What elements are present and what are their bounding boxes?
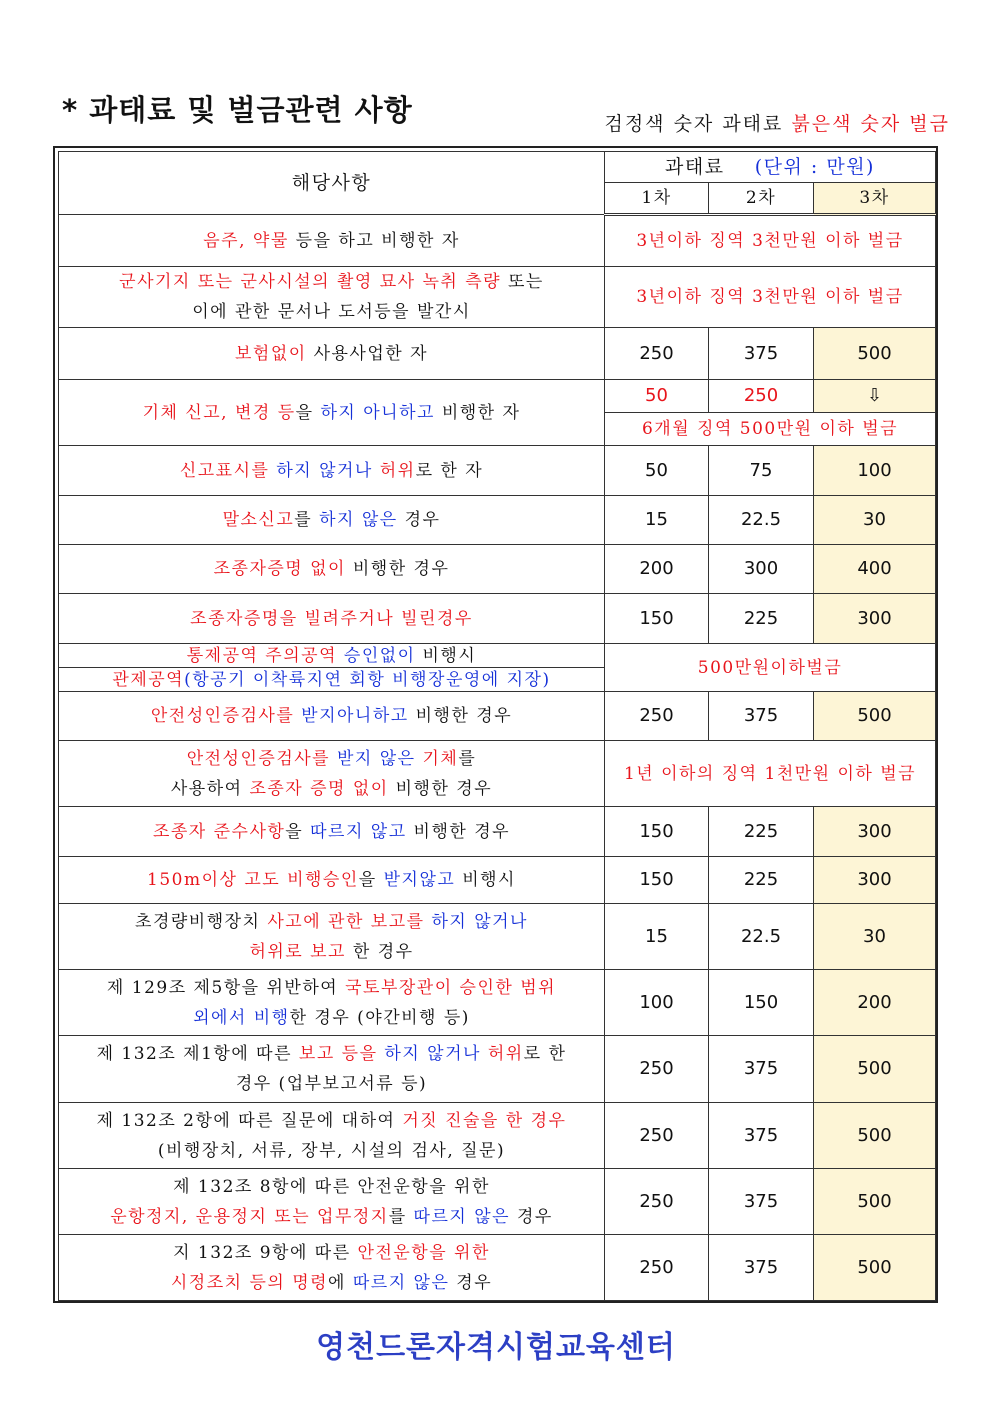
table-row	[59, 380, 936, 413]
fine-stage-3: 30	[814, 496, 936, 545]
fine-stage-1: 250	[605, 1235, 709, 1301]
row-penalty: 3년이하 징역 3천만원 이하 벌금	[605, 215, 936, 267]
desc-part: 조종자증명 없이	[213, 559, 346, 579]
desc-part: 비행한 경우	[388, 778, 493, 799]
header-item: 해당사항	[59, 152, 605, 215]
desc-part: 한 경우 (야간비행 등)	[289, 1007, 470, 1028]
desc-part: 비행한 자	[434, 402, 521, 423]
fine-stage-2: 225	[709, 594, 814, 644]
desc-part: 비행한 경우	[408, 706, 513, 726]
fine-stage-1: 50	[605, 446, 709, 496]
header-stage-2: 2차	[709, 183, 814, 215]
table-row	[59, 692, 936, 741]
table-row	[59, 1169, 936, 1235]
desc-part: 사용사업한 자	[306, 343, 429, 364]
page-title: * 과태료 및 벌금관련 사항	[62, 93, 413, 127]
desc-part: 경우	[436, 608, 473, 629]
table-row	[59, 857, 936, 904]
desc-part: 로 한	[523, 1044, 567, 1064]
row-description	[59, 692, 605, 741]
desc-part: 승인없이	[343, 645, 416, 666]
desc-part: 허위로 보고	[249, 941, 346, 962]
desc-part: 경우 (업부보고서류 등)	[235, 1074, 428, 1094]
fine-stage-1: 15	[605, 904, 709, 970]
row-description	[59, 857, 605, 904]
desc-part: 받지않고	[383, 870, 456, 890]
desc-part: 조종자 증명 없이	[249, 778, 389, 799]
desc-part: 을	[358, 870, 384, 890]
desc-part: 안전운항을 위한	[357, 1242, 490, 1263]
fine-stage-2: 375	[709, 1103, 814, 1169]
table-row	[59, 496, 936, 545]
row-penalty: 1년 이하의 징역 1천만원 이하 벌금	[605, 741, 936, 807]
fine-stage-1: 250	[605, 1103, 709, 1169]
desc-part: 통제공역 주의공역	[186, 645, 344, 666]
fine-stage-1: 100	[605, 970, 709, 1036]
row-description	[59, 380, 605, 446]
desc-part: 하지 아니하고	[320, 402, 435, 423]
row-description	[59, 215, 605, 267]
desc-part: 을	[295, 402, 321, 423]
desc-part: 받지아니하고	[294, 706, 409, 726]
row-description	[59, 741, 605, 807]
fine-stage-3: 100	[814, 446, 936, 496]
row-description	[59, 807, 605, 857]
desc-part: 비행시	[415, 645, 477, 666]
desc-part: 에	[328, 1272, 353, 1293]
fine-stage-1: 250	[605, 1036, 709, 1103]
header-stage-1: 1차	[605, 183, 709, 215]
fine-stage-3: 500	[814, 1169, 936, 1235]
legend-red: 붉은색 숫자 벌금	[791, 113, 950, 135]
row-description	[59, 496, 605, 545]
row-description	[59, 446, 605, 496]
desc-part: 음주, 약물	[203, 230, 289, 251]
table-row	[59, 970, 936, 1036]
desc-part: 초경량비행장치	[135, 911, 268, 932]
fine-stage-3: 300	[814, 807, 936, 857]
desc-part: 제 132조 2항에 따른 질문에 대하여	[96, 1110, 403, 1131]
fine-stage-1: 250	[605, 1169, 709, 1235]
desc-part: 를	[388, 1206, 414, 1227]
row-description	[59, 328, 605, 380]
desc-part: 을	[285, 821, 311, 842]
fine-stage-2: 22.5	[709, 496, 814, 545]
fine-stage-3: 30	[814, 904, 936, 970]
fine-stage-2: 375	[709, 1235, 814, 1301]
desc-part: 하지 않거나	[377, 1044, 481, 1064]
desc-part: 경우	[449, 1272, 493, 1293]
fine-stage-3: 400	[814, 545, 936, 594]
row-description	[59, 904, 605, 970]
table-row	[59, 1103, 936, 1169]
desc-part: 신고표시를	[179, 460, 270, 481]
desc-part: 지 132조 9항에 따른	[173, 1242, 358, 1263]
desc-part: 또는	[501, 272, 544, 292]
header-stage-3: 3차	[814, 183, 936, 215]
desc-part: 150m이상 고도 비행승인	[147, 870, 359, 890]
fine-stage-3: 500	[814, 692, 936, 741]
desc-part: 비행시	[455, 870, 516, 890]
table-row	[59, 267, 936, 328]
fine-table	[58, 151, 936, 1301]
desc-part: 조종자 준수사항	[152, 821, 286, 842]
legend-black: 검정색 숫자 과태료	[604, 113, 784, 135]
desc-part: 따르지 않고	[310, 821, 407, 842]
table-row	[59, 215, 936, 267]
desc-part: 기체 신고, 변경 등	[142, 402, 296, 423]
desc-part: 국토부장관이 승인한 범위	[345, 977, 557, 998]
desc-part: 허위	[372, 460, 416, 481]
table-row	[59, 644, 936, 668]
fine-stage-1: 15	[605, 496, 709, 545]
table-row	[59, 1036, 936, 1103]
fine-stage-1: 200	[605, 545, 709, 594]
table-row	[59, 594, 936, 644]
table-row	[59, 545, 936, 594]
desc-part: 받지 않은	[330, 748, 416, 769]
desc-part: 비행한 경우	[345, 559, 450, 579]
row-penalty: 500만원이하벌금	[605, 644, 936, 692]
fine-stage-1: 150	[605, 594, 709, 644]
fine-stage-2: 375	[709, 1036, 814, 1103]
fine-stage-2: 375	[709, 328, 814, 380]
table-row	[59, 1235, 936, 1301]
desc-part: 보고 등을	[298, 1044, 378, 1064]
penalty-stage-2: 250	[709, 380, 814, 413]
desc-part: 군사기지 또는 군사시설의 촬영 묘사 녹취 측량	[119, 272, 502, 292]
fine-stage-2: 75	[709, 446, 814, 496]
table-row	[59, 741, 936, 807]
fine-stage-3: 300	[814, 857, 936, 904]
row-description	[59, 1235, 605, 1301]
fine-stage-2: 375	[709, 692, 814, 741]
row-description	[59, 545, 605, 594]
desc-part: 를	[458, 748, 477, 769]
desc-part: 비행한 경우	[406, 821, 511, 842]
row-penalty: 6개월 징역 500만원 이하 벌금	[605, 413, 936, 446]
row-description	[59, 1103, 605, 1169]
penalty-stage-1: 50	[605, 380, 709, 413]
desc-part: 안전성인증검사를	[186, 748, 331, 769]
row-description	[59, 1169, 605, 1235]
header-fine-label: 과태료	[665, 156, 725, 178]
fine-stage-2: 22.5	[709, 904, 814, 970]
desc-part: 하지 않거나	[424, 911, 528, 932]
row-description	[59, 267, 605, 328]
fine-stage-1: 150	[605, 857, 709, 904]
desc-part: 등을 하고 비행한 자	[288, 230, 460, 251]
desc-part: 한 경우	[345, 941, 414, 962]
desc-part: 조종자증명을 빌려주거나 빌린	[190, 608, 437, 629]
desc-part: 운항정지, 운용정지 또는 업무정지	[110, 1206, 389, 1227]
row-description	[59, 970, 605, 1036]
fine-stage-3: 500	[814, 328, 936, 380]
desc-part: 외에서 비행	[193, 1007, 290, 1028]
desc-part: 기체	[415, 748, 459, 769]
desc-part: 이에 관한 문서나 도서등을 발간시	[192, 302, 471, 322]
desc-part: 하지 않은	[319, 510, 398, 530]
desc-part: 안전성인증검사를	[150, 706, 295, 726]
row-description	[59, 668, 605, 692]
desc-part: 경우	[510, 1206, 553, 1227]
desc-part: 시정조치 등의 명령	[170, 1272, 329, 1293]
header-unit: (단위 : 만원)	[754, 156, 875, 178]
fine-stage-2: 300	[709, 545, 814, 594]
row-penalty: 3년이하 징역 3천만원 이하 벌금	[605, 267, 936, 328]
desc-part: 하지 않거나	[269, 460, 373, 481]
color-legend	[604, 109, 950, 136]
fine-stage-3: 500	[814, 1103, 936, 1169]
desc-part: 보험없이	[234, 343, 307, 364]
desc-part: 제 129조 제5항을 위반하여	[106, 977, 346, 998]
desc-part: 허위	[480, 1044, 524, 1064]
footer-organization: 영천드론자격시험교육센터	[316, 1330, 676, 1365]
desc-part: 따르지 않은	[413, 1206, 511, 1227]
fine-stage-2: 225	[709, 807, 814, 857]
fine-stage-1: 150	[605, 807, 709, 857]
desc-part: 관제공역	[112, 669, 185, 690]
desc-part: 로 한 자	[415, 460, 484, 481]
desc-part: (비행장치, 서류, 장부, 시설의 검사, 질문)	[157, 1140, 506, 1161]
fine-stage-3: 200	[814, 970, 936, 1036]
row-description	[59, 1036, 605, 1103]
fine-stage-2: 225	[709, 857, 814, 904]
desc-part: 사용하여	[170, 778, 250, 799]
desc-part: 사고에 관한 보고를	[267, 911, 425, 932]
header-row	[59, 152, 936, 183]
fine-stage-2: 375	[709, 1169, 814, 1235]
row-description	[59, 644, 605, 668]
desc-part: 제 132조 8항에 따른 안전운항을 위한	[173, 1176, 490, 1197]
fine-stage-2: 150	[709, 970, 814, 1036]
desc-part: (항공기 이착륙지연 회항 비행장운영에 지장)	[184, 669, 551, 690]
table-row	[59, 328, 936, 380]
desc-part: 를	[294, 510, 320, 530]
desc-part: 말소신고	[222, 510, 295, 530]
row-description	[59, 594, 605, 644]
desc-part: 거짓 진술을 한 경우	[402, 1110, 567, 1131]
table-row	[59, 904, 936, 970]
fine-stage-1: 250	[605, 328, 709, 380]
table-row	[59, 446, 936, 496]
fine-stage-3: 500	[814, 1235, 936, 1301]
fine-stage-3: 300	[814, 594, 936, 644]
desc-part: 경우	[397, 510, 441, 530]
header-fine	[605, 152, 936, 183]
fine-stage-1: 250	[605, 692, 709, 741]
table-row	[59, 807, 936, 857]
fine-table-frame	[53, 146, 938, 1303]
desc-part: 제 132조 제1항에 따른	[96, 1044, 299, 1064]
fine-stage-3: 500	[814, 1036, 936, 1103]
down-arrow-icon: ⇩	[814, 380, 936, 413]
desc-part: 따르지 않은	[352, 1272, 450, 1293]
